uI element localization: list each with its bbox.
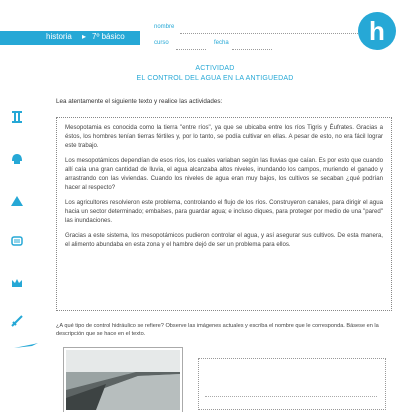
logo: [358, 12, 396, 50]
sword-icon: [10, 314, 24, 328]
activity-label: ACTIVIDAD: [195, 65, 235, 72]
reading-paragraph-3: Los agricultores resolvieron este problema, controlando el flujo de los ríos. Construyeron canales, para dirigir el agua hacia un sector determinado; embalses, para guardar agua; e incluso diques, para proteger por medio de una "pared" las inundaciones.: [65, 199, 383, 224]
dike-photo: [64, 348, 182, 412]
helmet-icon: [10, 152, 24, 166]
name-label: nombre: [154, 24, 175, 30]
pyramid-icon: [10, 194, 24, 208]
date-label: fecha: [214, 40, 229, 46]
column-icon: [10, 110, 24, 124]
date-field[interactable]: [232, 39, 272, 50]
grade-label: 7º básico: [92, 32, 125, 41]
student-info-fields: [150, 22, 375, 52]
quill-icon: [14, 336, 38, 342]
reading-paragraph-1: Mesopotamia es conocida como la tierra "entre ríos", ya que se ubicaba entre los ríos Tigris y Éufrates. Gracias a éstos, los hombres tenían tierras fértiles y, por lo tanto, se podía cultivar en ellas. A pesar de esto, no era fácil lograr este trabajo.: [65, 124, 383, 149]
question-text: ¿A qué tipo de control hidráulico se refiere? Observe las imágenes actuales y escriba el nombre que le corresponda. Básese en la descripción que se hace en el texto.: [56, 323, 379, 337]
instructions: Lea atentamente el siguiente texto y realice las actividades:: [56, 98, 223, 105]
subject-banner: [0, 31, 140, 45]
banner-arrow-icon: ▸: [82, 32, 87, 41]
left-decoration-strip: [0, 62, 38, 400]
crown-icon: [10, 276, 24, 290]
reading-paragraph-4: Gracias a este sistema, los mesopotámicos pudieron controlar el agua, y así asegurar sus cultivos. De esta manera, el alimento abundaba en esta zona y el hambre dejó de ser un problema para ellos.: [65, 232, 383, 248]
course-field[interactable]: [176, 39, 206, 50]
answer-line[interactable]: [205, 396, 377, 397]
course-label: curso: [154, 40, 169, 46]
name-field[interactable]: [180, 23, 370, 34]
logo-letter: h: [369, 16, 385, 46]
reading-box: [56, 117, 392, 311]
dike-photo-image: [66, 350, 180, 410]
scroll-icon: [10, 234, 24, 248]
subject-label: historia: [46, 32, 72, 41]
activity-title: EL CONTROL DEL AGUA EN LA ANTIGUEDAD: [136, 75, 294, 82]
answer-box[interactable]: [198, 358, 386, 410]
reading-paragraph-2: Los mesopotámicos dependían de esos ríos, los cuales variaban según las lluvias que caían. Es por esto que cuando allí caía una gran cantidad de lluvia, el agua alcanzaba altos niveles, inundando los campos, muriendo el ganado y arrastrando con las viviendas. Cuando los niveles de agua eran muy bajos, los cultivos se secaban ¿qué podrían hacer al respecto?: [65, 157, 383, 191]
